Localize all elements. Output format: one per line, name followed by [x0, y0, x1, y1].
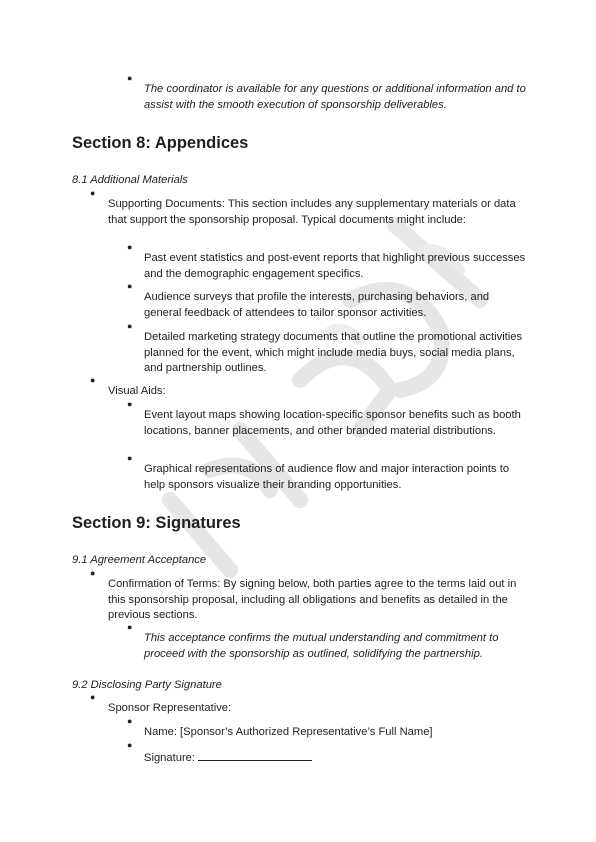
name-field-line: Name: [Sponsor’s Authorized Representative’s Full Name]: [144, 726, 433, 739]
bullet-glyph: ●: [90, 568, 96, 578]
supporting-subitem: Audience surveys that profile the interests, purchasing behaviors, and general feedback of attendees to tailor sponsor activities.: [144, 291, 490, 319]
signature-label: Signature:: [144, 752, 199, 765]
bullet-glyph: ●: [127, 622, 133, 632]
visual-subitem: Graphical representations of audience flow and major interaction points to help sponsors visualize their branding opportunities.: [144, 463, 510, 491]
bullet-glyph: ●: [127, 716, 133, 726]
subsection-8-1-heading: 8.1 Additional Materials: [72, 174, 188, 187]
bullet-glyph: ●: [127, 399, 133, 409]
confirmation-of-terms-item: Confirmation of Terms: By signing below, both parties agree to the terms laid out in this sponsorship proposal, including all obligations and benefits as detailed in the previous sections.: [108, 578, 517, 622]
supporting-subitem: Detailed marketing strategy documents that outline the promotional activities planned for the event, which might include media buys, social media plans, and partnership outlines.: [144, 331, 523, 375]
signature-blank[interactable]: [198, 749, 312, 761]
acceptance-note: This acceptance confirms the mutual understanding and commitment to proceed with the sponsorship as outlined, solidifying the partnership.: [144, 632, 499, 660]
bullet-glyph: ●: [127, 453, 133, 463]
bullet-glyph: ●: [127, 281, 133, 291]
bullet-glyph: ●: [127, 740, 133, 750]
bullet-glyph: ●: [127, 321, 133, 331]
bullet-glyph: ●: [90, 692, 96, 702]
coordinator-note: The coordinator is available for any questions or additional information and to assist with the smooth execution of sponsorship deliverables.: [144, 83, 526, 111]
subsection-9-2-heading: 9.2 Disclosing Party Signature: [72, 679, 222, 692]
section-9-heading: Section 9: Signatures: [72, 513, 241, 532]
sponsor-representative-item: Sponsor Representative:: [108, 702, 232, 715]
bullet-glyph: ●: [90, 188, 96, 198]
subsection-9-1-heading: 9.1 Agreement Acceptance: [72, 554, 207, 567]
visual-subitem: Event layout maps showing location-specific sponsor benefits such as booth locations, banner placements, and other branded material distributions.: [144, 409, 521, 437]
signature-field-line: [144, 749, 528, 767]
bullet-glyph: ●: [127, 242, 133, 252]
bullet-glyph: ●: [127, 73, 133, 83]
supporting-documents-item: Supporting Documents: This section includes any supplementary materials or data that support the sponsorship proposal. Typical documents might include:: [108, 198, 516, 226]
section-8-heading: Section 8: Appendices: [72, 133, 249, 152]
supporting-subitem: Past event statistics and post-event reports that highlight previous successes and the demographic engagement specifics.: [144, 252, 526, 280]
visual-aids-item: Visual Aids:: [108, 385, 166, 398]
bullet-glyph: ●: [90, 375, 96, 385]
